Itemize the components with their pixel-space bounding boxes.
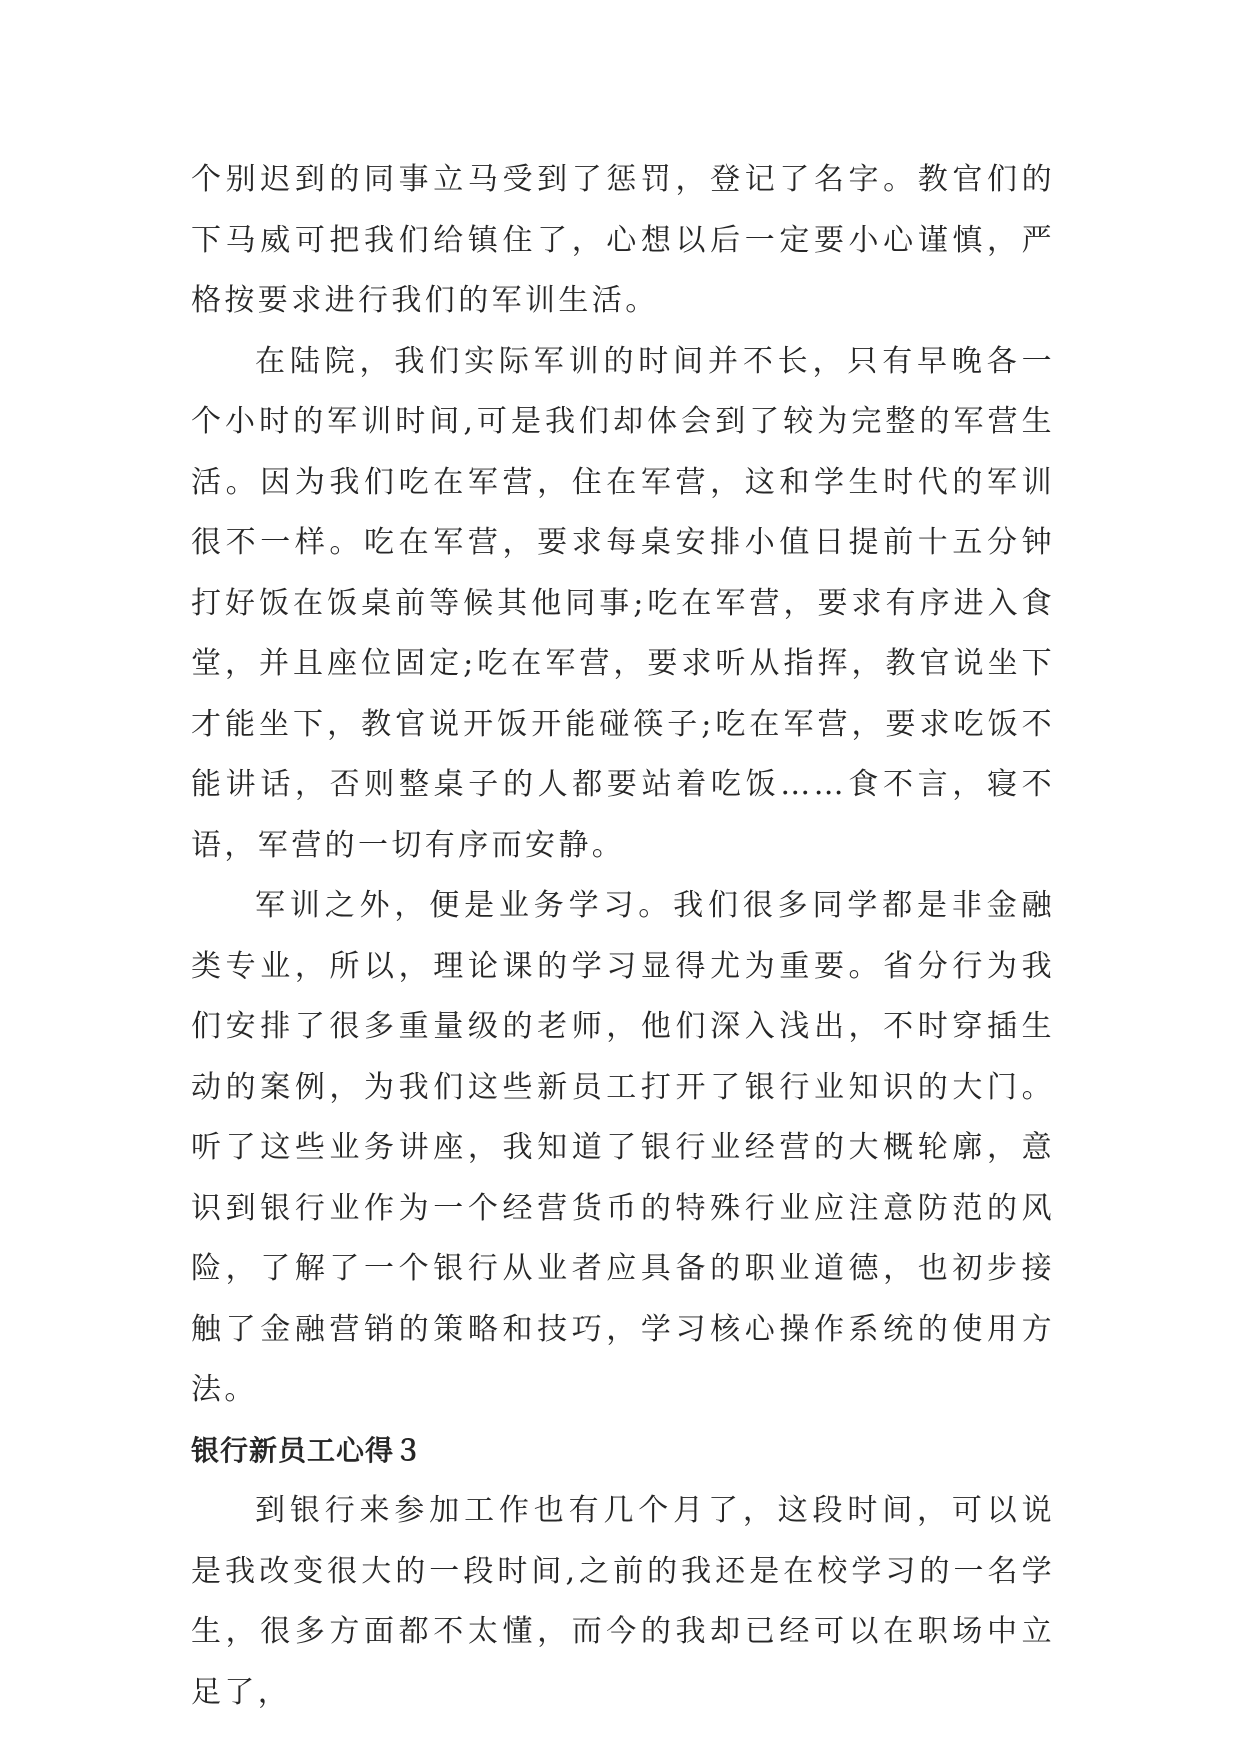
paragraph-2: 在陆院，我们实际军训的时间并不长，只有早晚各一个小时的军训时间,可是我们却体会到了较为完整的军营生活。因为我们吃在军营，住在军营，这和学生时代的军训很不一样。吃在军营，要求每桌安排小值日提前十五分钟打好饭在饭桌前等候其他同事;吃在军营，要求有序进入食堂，并且座位固定;吃在军营，要求听从指挥，教官说坐下才能坐下，教官说开饭开能碰筷子;吃在军营，要求吃饭不能讲话，否则整桌子的人都要站着吃饭……食不言，寝不语，军营的一切有序而安静。 xyxy=(191,343,1055,863)
paragraph-1: 个别迟到的同事立马受到了惩罚，登记了名字。教官们的下马威可把我们给镇住了，心想以后一定要小心谨慎，严格按要求进行我们的军训生活。 xyxy=(191,162,1055,318)
paragraph-4: 到银行来参加工作也有几个月了，这段时间，可以说是我改变很大的一段时间,之前的我还是在校学习的一名学生，很多方面都不太懂，而今的我却已经可以在职场中立足了， xyxy=(191,1493,1055,1710)
document-body xyxy=(191,150,1055,1723)
paragraph-3: 军训之外，便是业务学习。我们很多同学都是非金融类专业，所以，理论课的学习显得尤为重要。省分行为我们安排了很多重量级的老师，他们深入浅出，不时穿插生动的案例，为我们这些新员工打开了银行业知识的大门。听了这些业务讲座，我知道了银行业经营的大概轮廓，意识到银行业作为一个经营货币的特殊行业应注意防范的风险，了解了一个银行从业者应具备的职业道德，也初步接触了金融营销的策略和技巧，学习核心操作系统的使用方法。 xyxy=(191,888,1055,1407)
section-heading: 银行新员工心得３ xyxy=(191,1433,424,1467)
